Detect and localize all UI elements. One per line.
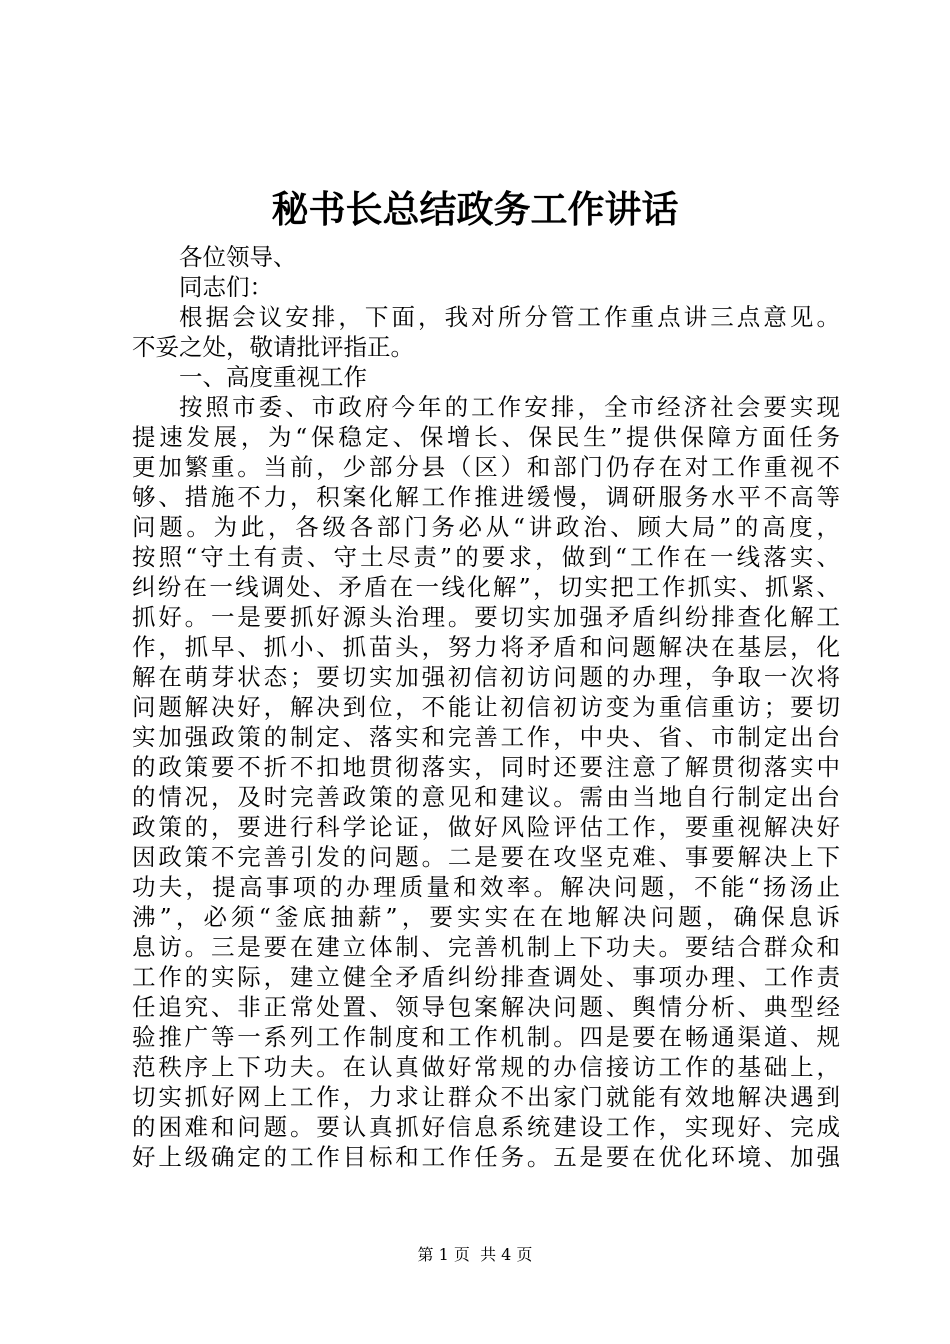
body-line: 任追究、非正常处置、领导包案解决问题、舆情分析、典型经 (132, 993, 840, 1021)
body-line: 切实抓好网上工作，力求让群众不出家门就能有效地解决遇到 (132, 1083, 840, 1111)
body-line: 验推广等一系列工作制度和工作机制。四是要在畅通渠道、规 (132, 1023, 840, 1051)
body-line: 作，抓早、抓小、抓苗头，努力将矛盾和问题解决在基层，化 (132, 633, 840, 661)
body-line: 沸”，必须“釜底抽薪”，要实实在在地解决问题，确保息诉 (132, 903, 840, 931)
body-line: 息访。三是要在建立体制、完善机制上下功夫。要结合群众和 (132, 933, 840, 961)
page-number-label: 第 1 页 共 4 页 (417, 1245, 533, 1264)
body-line: 根据会议安排，下面，我对所分管工作重点讲三点意见。 (179, 303, 840, 331)
body-line: 够、措施不力，积案化解工作推进缓慢，调研服务水平不高等 (132, 483, 840, 511)
body-line: 各位领导、 (179, 243, 297, 271)
body-line: 同志们： (179, 273, 273, 301)
body-line: 按照市委、市政府今年的工作安排，全市经济社会要实现 (179, 393, 840, 421)
body-line: 按照“守土有责、守土尽责”的要求，做到“工作在一线落实、 (132, 543, 840, 571)
body-line: 问题。为此，各级各部门务必从“讲政治、顾大局”的高度， (132, 513, 840, 541)
body-line: 的政策要不折不扣地贯彻落实，同时还要注意了解贯彻落实中 (132, 753, 840, 781)
body-line: 抓好。一是要抓好源头治理。要切实加强矛盾纠纷排查化解工 (132, 603, 840, 631)
body-line: 一、高度重视工作 (179, 363, 367, 391)
body-line: 不妥之处，敬请批评指正。 (132, 333, 414, 361)
body-line: 的困难和问题。要认真抓好信息系统建设工作，实现好、完成 (132, 1113, 840, 1141)
body-line: 政策的，要进行科学论证，做好风险评估工作，要重视解决好 (132, 813, 840, 841)
body-line: 范秩序上下功夫。在认真做好常规的办信接访工作的基础上， (132, 1053, 840, 1081)
body-line: 纠纷在一线调处、矛盾在一线化解”，切实把工作抓实、抓紧、 (132, 573, 840, 601)
body-line: 因政策不完善引发的问题。二是要在攻坚克难、事要解决上下 (132, 843, 840, 871)
body-line: 的情况，及时完善政策的意见和建议。需由当地自行制定出台 (132, 783, 840, 811)
body-line: 问题解决好，解决到位，不能让初信初访变为重信重访；要切 (132, 693, 840, 721)
document-body (132, 242, 840, 1172)
body-line: 实加强政策的制定、落实和完善工作，中央、省、市制定出台 (132, 723, 840, 751)
body-line: 提速发展，为“保稳定、保增长、保民生”提供保障方面任务 (132, 423, 840, 451)
body-line: 工作的实际，建立健全矛盾纠纷排查调处、事项办理、工作责 (132, 963, 840, 991)
page-footer (0, 1244, 950, 1266)
body-line: 更加繁重。当前，少部分县（区）和部门仍存在对工作重视不 (132, 453, 840, 481)
body-line: 功夫，提高事项的办理质量和效率。解决问题，不能“扬汤止 (132, 873, 840, 901)
body-line: 好上级确定的工作目标和工作任务。五是要在优化环境、加强 (132, 1143, 840, 1171)
page-title: 秘书长总结政务工作讲话 (271, 187, 679, 231)
body-line: 解在萌芽状态；要切实加强初信初访问题的办理，争取一次将 (132, 663, 840, 691)
